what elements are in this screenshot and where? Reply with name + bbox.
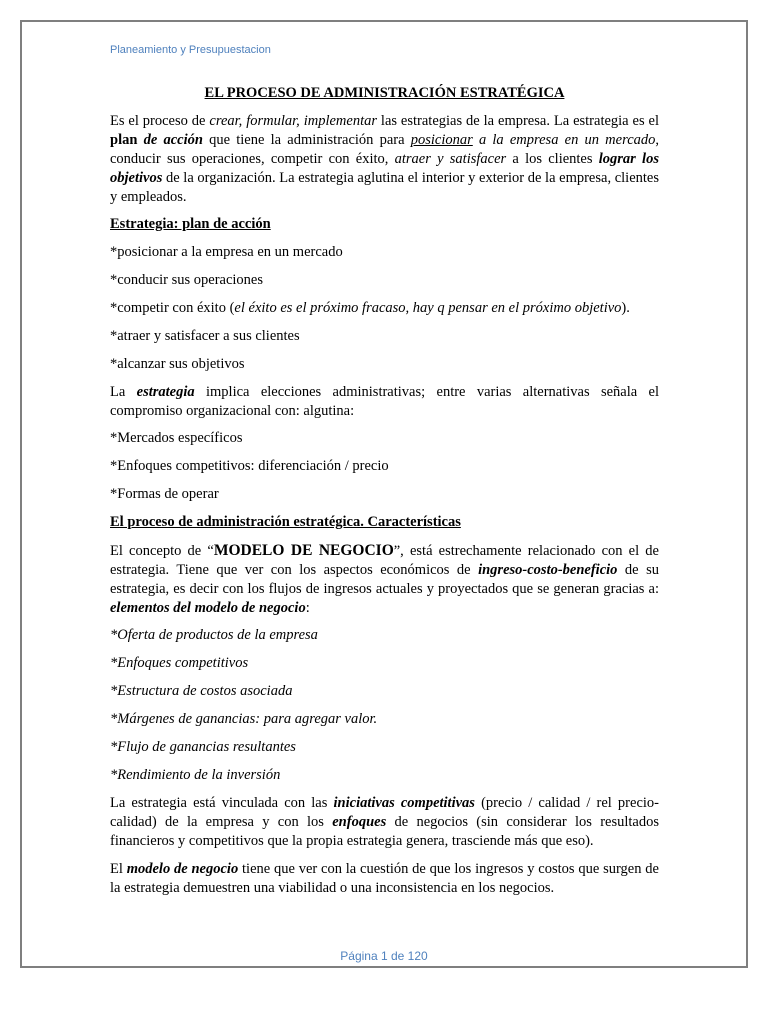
list-item: *Formas de operar bbox=[110, 486, 219, 502]
list-item: *Mercados específicos bbox=[110, 430, 243, 446]
business-model-paragraph bbox=[110, 541, 659, 618]
list-item-text: *competir con éxito ( bbox=[110, 299, 235, 316]
paragraph-bold-italic: elementos del modelo de negocio bbox=[110, 599, 306, 616]
list-item bbox=[110, 710, 659, 729]
paragraph-text: ”, está estrechamente relacionado con el de estrategia. Tiene que ver con los aspectos económicos de bbox=[110, 542, 659, 578]
intro-text: las estrategias de la empresa. La estrategia es el bbox=[377, 112, 659, 129]
intro-bold-italic: lograr los objetivos bbox=[110, 150, 659, 186]
list-item-italic: *Rendimiento de la inversión bbox=[110, 767, 281, 783]
paragraph-bold-italic: estrategia bbox=[136, 383, 195, 400]
paragraph-text: La bbox=[110, 383, 137, 400]
list-item: *atraer y satisfacer a sus clientes bbox=[110, 327, 300, 344]
intro-bold-italic: de acción bbox=[143, 131, 203, 148]
paragraph-text: de su estrategia, es decir con los flujos de ingresos actuales y proyectados que se generan gracias a: bbox=[110, 561, 659, 597]
competitive-paragraph bbox=[110, 794, 659, 851]
paragraph-text: implica elecciones administrativas; entre varias alternativas señala el compromiso organizacional con: algutina: bbox=[110, 383, 659, 419]
strategy-paragraph bbox=[110, 383, 659, 421]
business-model-list bbox=[110, 626, 659, 785]
list-item-italic: *Flujo de ganancias resultantes bbox=[110, 739, 296, 755]
intro-paragraph bbox=[110, 112, 659, 207]
list-item bbox=[110, 738, 659, 757]
document-title: EL PROCESO DE ADMINISTRACIÓN ESTRATÉGICA bbox=[204, 85, 565, 101]
running-header: Planeamiento y Presupuestacion bbox=[110, 44, 271, 56]
document-page bbox=[20, 20, 748, 968]
intro-text: que tiene la administración para bbox=[202, 131, 411, 148]
paragraph-bold-italic: ingreso-costo-beneficio bbox=[478, 561, 618, 578]
strategy-list bbox=[110, 243, 659, 374]
paragraph-bold-italic: modelo de negocio bbox=[126, 860, 239, 877]
intro-text: Es el proceso de bbox=[110, 112, 210, 129]
intro-underline-italic: posicionar bbox=[410, 131, 473, 148]
intro-italic: a la empresa en un mercado bbox=[478, 131, 656, 148]
paragraph-bold: MODELO DE NEGOCIO bbox=[213, 541, 394, 559]
paragraph-bold-italic: enfoques bbox=[332, 814, 387, 830]
section-heading-process: El proceso de administración estratégica. Características bbox=[110, 514, 461, 530]
list-item-italic: *Oferta de productos de la empresa bbox=[110, 627, 318, 643]
commitment-list bbox=[110, 429, 659, 504]
list-item-italic: *Estructura de costos asociada bbox=[110, 683, 293, 699]
paragraph-text: El bbox=[110, 860, 127, 877]
list-item bbox=[110, 654, 659, 673]
list-item: *Enfoques competitivos: diferenciación / precio bbox=[110, 458, 389, 474]
paragraph-bold-italic: iniciativas competitivas bbox=[333, 795, 475, 811]
list-item: *posicionar a la empresa en un mercado bbox=[110, 243, 343, 260]
paragraph-text: : bbox=[305, 599, 310, 616]
list-item: *alcanzar sus objetivos bbox=[110, 355, 245, 372]
list-item-italic: *Márgenes de ganancias: para agregar valor. bbox=[110, 711, 378, 727]
list-item bbox=[110, 682, 659, 701]
list-item-italic: *Enfoques competitivos bbox=[110, 655, 249, 671]
list-item-text: ). bbox=[621, 299, 630, 316]
list-item bbox=[110, 626, 659, 645]
paragraph-text: tiene que ver con la cuestión de que los ingresos y costos que surgen de la estrategia demuestren una viabilidad o una inconsistencia en los negocios. bbox=[110, 860, 659, 896]
list-item-italic: el éxito es el próximo fracaso, hay q pensar en el próximo objetivo bbox=[234, 299, 622, 316]
paragraph-text: El concepto de “ bbox=[110, 542, 214, 559]
list-item bbox=[110, 766, 659, 785]
intro-text: a los clientes bbox=[506, 150, 599, 167]
section-heading-strategy: Estrategia: plan de acción bbox=[110, 216, 271, 232]
intro-bold: plan bbox=[110, 131, 138, 148]
list-item bbox=[110, 299, 659, 318]
intro-italic: atraer y satisfacer bbox=[394, 150, 507, 167]
document-body bbox=[110, 84, 659, 906]
intro-text: , conducir sus operaciones, competir con éxito, bbox=[110, 131, 660, 167]
intro-italic: crear, formular, implementar bbox=[209, 112, 377, 129]
list-item: *conducir sus operaciones bbox=[110, 271, 264, 288]
intro-text: de la organización. La estrategia aglutina el interior y exterior de la empresa, clientes y empleados. bbox=[110, 169, 659, 205]
paragraph-text: La estrategia está vinculada con las bbox=[110, 795, 334, 811]
page-number: Página 1 de 120 bbox=[340, 949, 428, 963]
paragraph-text: (precio / calidad / rel precio-calidad) de la empresa y con los bbox=[110, 795, 659, 830]
paragraph-text: de negocios (sin considerar los resultados financieros y competitivos que la propia estrategia genera, trasciende más que eso). bbox=[110, 814, 659, 849]
viability-paragraph bbox=[110, 860, 659, 898]
